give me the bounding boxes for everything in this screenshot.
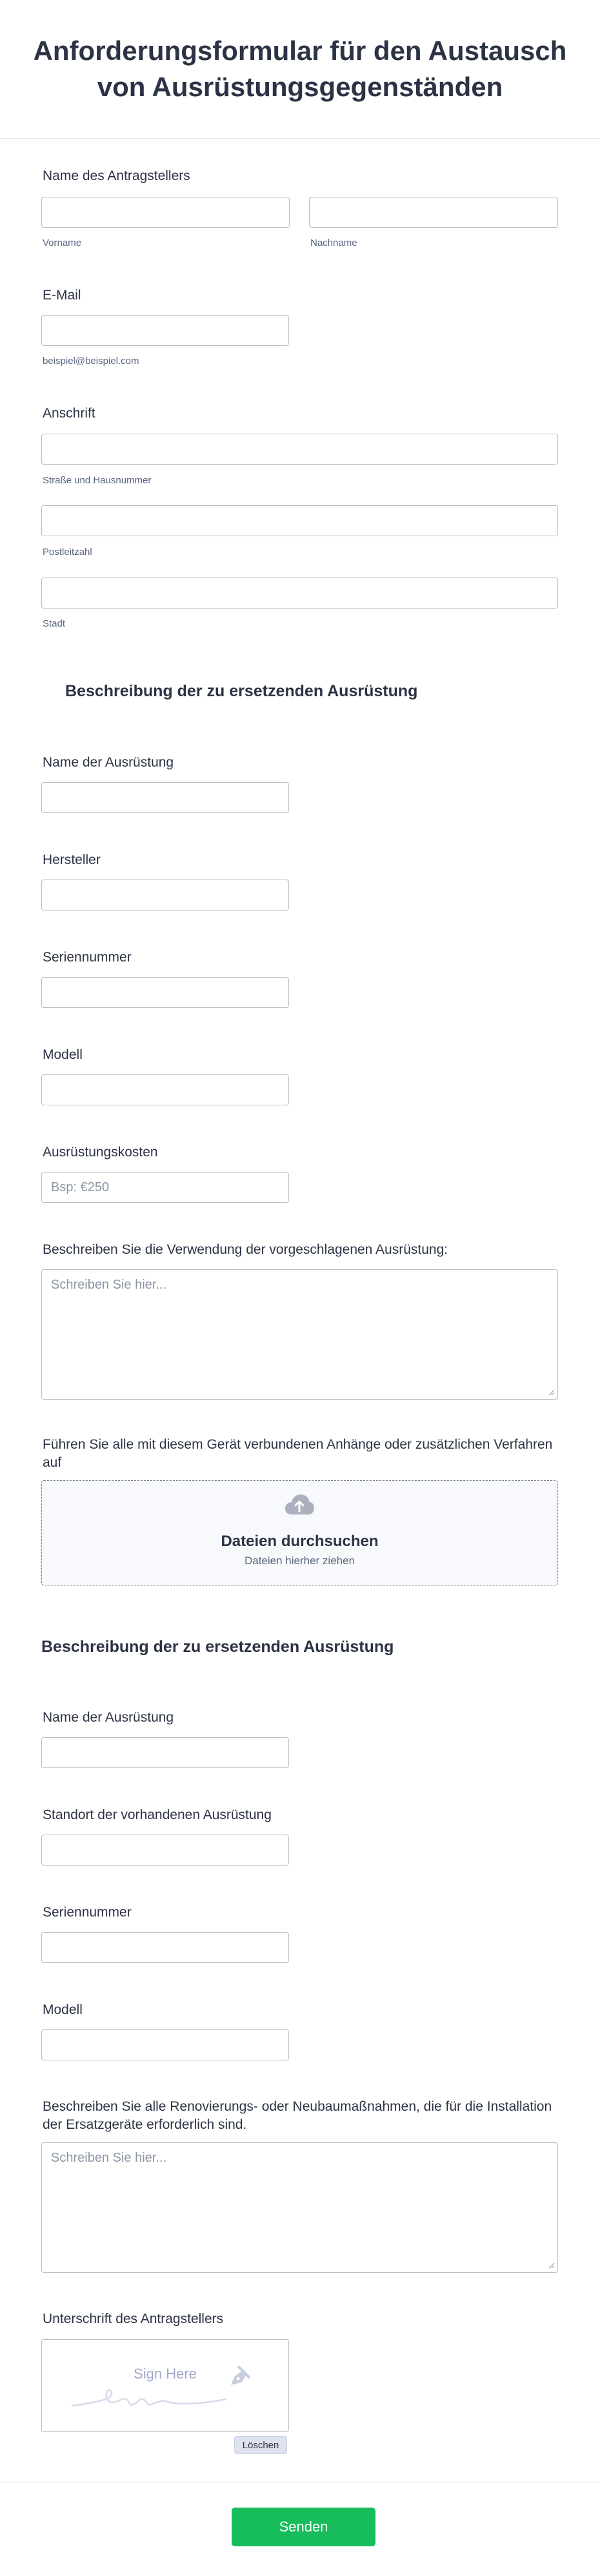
street-sublabel: Straße und Hausnummer xyxy=(43,475,152,486)
renovation-textarea[interactable] xyxy=(41,2142,558,2273)
clear-signature-button[interactable]: Löschen xyxy=(234,2436,287,2454)
upload-title: Dateien durchsuchen xyxy=(221,1533,379,1550)
city-sublabel: Stadt xyxy=(43,618,66,629)
form-title: Anforderungsformular für den Austausch von Ausrüstungsgegenständen xyxy=(33,35,567,102)
email-input[interactable] xyxy=(41,315,289,346)
existing-location-label: Standort der vorhandenen Ausrüstung xyxy=(43,1807,272,1822)
postal-code-input[interactable] xyxy=(41,505,558,536)
postal-code-sublabel: Postleitzahl xyxy=(43,547,92,558)
resize-handle-icon[interactable] xyxy=(548,1389,555,1396)
city-input[interactable] xyxy=(41,578,558,609)
model-2-label: Modell xyxy=(43,2002,83,2017)
last-name-input[interactable] xyxy=(309,197,558,228)
serial-number-input[interactable] xyxy=(41,977,289,1008)
model-input[interactable] xyxy=(41,1074,289,1105)
applicant-name-label: Name des Antragstellers xyxy=(43,168,190,183)
section-heading-2: Beschreibung der zu ersetzenden Ausrüstung xyxy=(41,1638,394,1656)
signature-placeholder: Sign Here xyxy=(134,2366,197,2382)
equipment-name-label: Name der Ausrüstung xyxy=(43,755,174,770)
cloud-upload-icon xyxy=(284,1494,315,1516)
equipment-name-2-input[interactable] xyxy=(41,1737,289,1768)
model-2-input[interactable] xyxy=(41,2029,289,2060)
first-name-sublabel: Vorname xyxy=(43,237,82,248)
file-upload-dropzone[interactable] xyxy=(41,1480,558,1585)
email-label: E-Mail xyxy=(43,288,81,303)
upload-subtitle: Dateien hierher ziehen xyxy=(244,1555,355,1567)
usage-description-textarea[interactable] xyxy=(41,1269,558,1400)
street-input[interactable] xyxy=(41,434,558,465)
pen-icon xyxy=(226,2364,252,2390)
serial-number-2-input[interactable] xyxy=(41,1932,289,1963)
submit-button[interactable]: Senden xyxy=(232,2508,375,2546)
email-sublabel: beispiel@beispiel.com xyxy=(43,356,139,367)
first-name-input[interactable] xyxy=(41,197,290,228)
manufacturer-label: Hersteller xyxy=(43,852,101,867)
attachments-label: Führen Sie alle mit diesem Gerät verbundenen Anhänge oder zusätzlichen Verfahren auf xyxy=(43,1437,553,1470)
last-name-sublabel: Nachname xyxy=(310,237,357,248)
equipment-name-input[interactable] xyxy=(41,782,289,813)
section-heading-1: Beschreibung der zu ersetzenden Ausrüstung xyxy=(65,682,418,700)
resize-handle-icon[interactable] xyxy=(548,2262,555,2269)
equipment-cost-label: Ausrüstungskosten xyxy=(43,1145,158,1160)
signature-pad[interactable] xyxy=(41,2339,289,2432)
equipment-name-2-label: Name der Ausrüstung xyxy=(43,1710,174,1725)
model-label: Modell xyxy=(43,1047,83,1062)
usage-description-label: Beschreiben Sie die Verwendung der vorgeschlagenen Ausrüstung: xyxy=(43,1242,448,1257)
form-header xyxy=(0,0,600,139)
existing-location-input[interactable] xyxy=(41,1835,289,1866)
renovation-label: Beschreiben Sie alle Renovierungs- oder Neubaumaßnahmen, die für die Installation der Ersatzgeräte erforderlich sind. xyxy=(43,2099,552,2132)
equipment-cost-input[interactable] xyxy=(41,1172,289,1203)
address-label: Anschrift xyxy=(43,406,95,421)
serial-number-label: Seriennummer xyxy=(43,950,132,965)
manufacturer-input[interactable] xyxy=(41,880,289,911)
signature-label: Unterschrift des Antragstellers xyxy=(43,2311,224,2326)
serial-number-2-label: Seriennummer xyxy=(43,1905,132,1920)
